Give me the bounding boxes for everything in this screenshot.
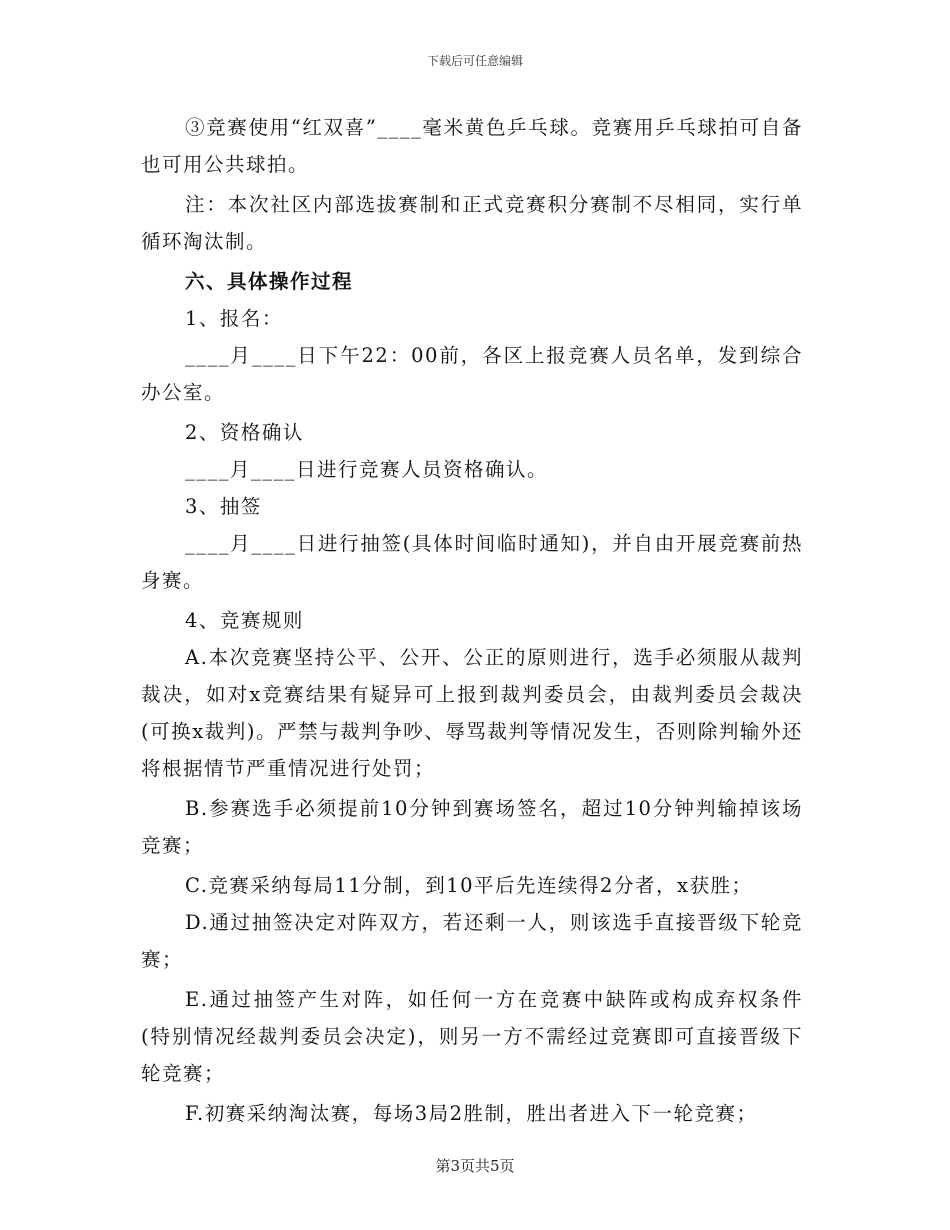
paragraph-note: 注：本次社区内部选拔赛制和正式竞赛积分赛制不尽相同，实行单循环淘汰制。	[141, 193, 803, 253]
subheading-registration: 1、报名：	[185, 307, 283, 330]
paragraph-qualification: ____月____日进行竞赛人员资格确认。	[185, 458, 549, 481]
rule-c: C.竞赛采纳每局11分制，到10平后先连续得2分者，x获胜；	[185, 874, 753, 897]
subheading-draw: 3、抽签	[185, 495, 262, 518]
subheading-rules: 4、竞赛规则	[185, 609, 304, 632]
page-header: 下载后可任意编辑	[426, 54, 523, 68]
paragraph-registration: ____月____日下午22：00前，各区上报竞赛人员名单，发到综合办公室。	[141, 344, 803, 404]
page-number: 第3页共5页	[435, 1157, 515, 1175]
paragraph-draw: ____月____日进行抽签(具体时间临时通知)，并自由开展竞赛前热身赛。	[141, 532, 803, 592]
rule-b: B.参赛选手必须提前10分钟到赛场签名，超过10分钟判输掉该场竞赛；	[141, 797, 803, 857]
rule-e: E.通过抽签产生对阵，如任何一方在竞赛中缺阵或构成弃权条件(特别情况经裁判委员会决定)，则另一方不需经过竞赛即可直接晋级下轮竞赛；	[141, 988, 803, 1085]
document-body	[141, 109, 803, 1132]
rule-f: F.初赛采纳淘汰赛，每场3局2胜制，胜出者进入下一轮竞赛；	[185, 1102, 758, 1125]
rule-a: A.本次竞赛坚持公平、公开、公正的原则进行，选手必须服从裁判裁决，如对x竞赛结果有疑异可上报到裁判委员会，由裁判委员会裁决(可换x裁判)。严禁与裁判争吵、辱骂裁判等情况发生，否则除判输外还将根据情节严重情况进行处罚；	[141, 646, 803, 780]
subheading-qualification: 2、资格确认	[185, 421, 304, 444]
paragraph-ball-spec: ③竞赛使用“红双喜”____毫米黄色乒乓球。竞赛用乒乓球拍可自备也可用公共球拍。	[141, 116, 803, 176]
rule-d: D.通过抽签决定对阵双方，若还剩一人，则该选手直接晋级下轮竞赛；	[141, 911, 803, 971]
section-heading-procedure: 六、具体操作过程	[185, 270, 354, 293]
